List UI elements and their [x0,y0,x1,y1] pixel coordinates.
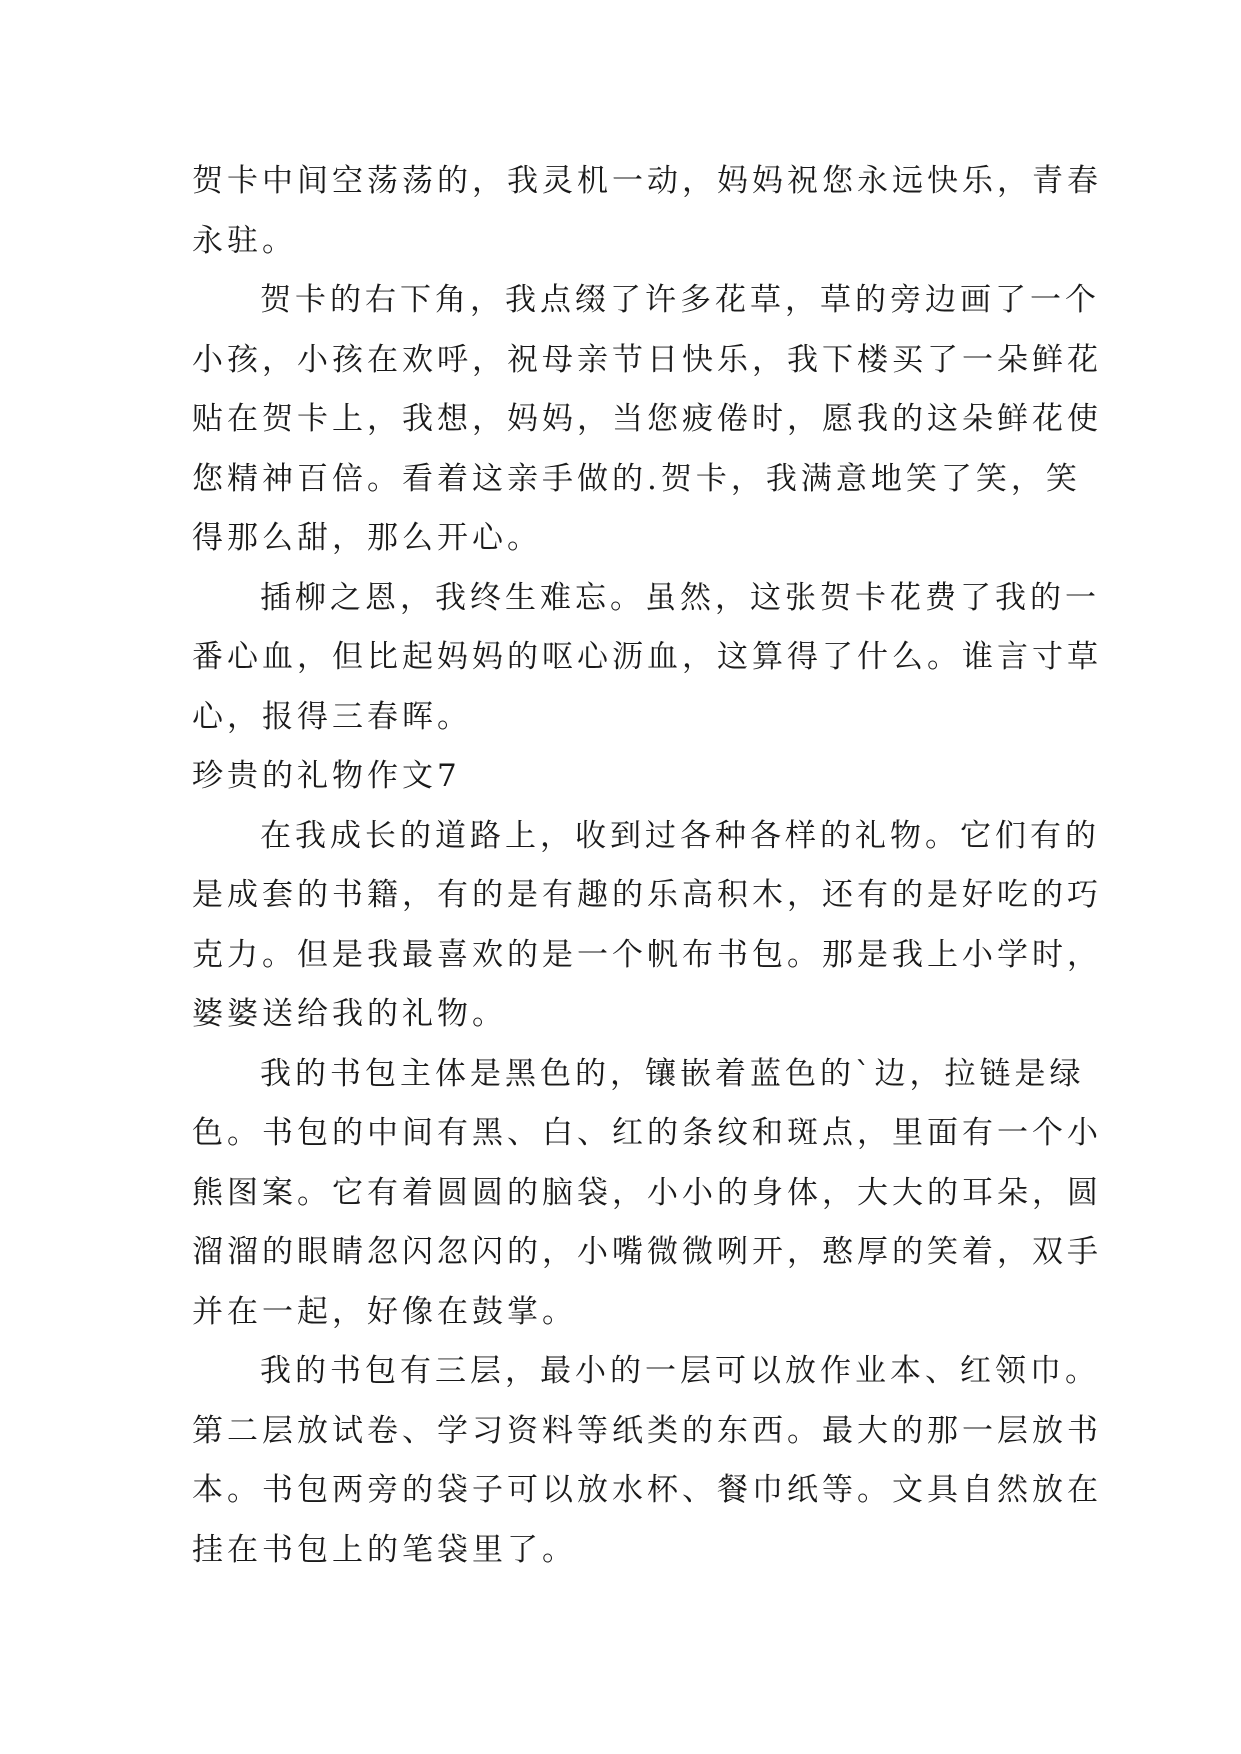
text-line: 我的书包主体是黑色的，镶嵌着蓝色的`边，拉链是绿 [260,1055,1085,1092]
text-line: 心，报得三春晖。 [192,698,472,735]
text-line: 您精神百倍。看着这亲手做的.贺卡，我满意地笑了笑，笑 [192,460,1081,497]
text-line: 贺卡的右下角，我点缀了许多花草，草的旁边画了一个 [260,282,1100,318]
text-line: 本。书包两旁的袋子可以放水杯、餐巾纸等。文具自然放在 [192,1472,1102,1508]
text-line: 番心血，但比起妈妈的呕心沥血，这算得了什么。谁言寸草 [192,639,1102,675]
text-line: 贺卡中间空荡荡的，我灵机一动，妈妈祝您永远快乐，青春 [192,163,1102,199]
text-line: 熊图案。它有着圆圆的脑袋，小小的身体，大大的耳朵，圆 [192,1174,1102,1211]
text-line: 第二层放试卷、学习资料等纸类的东西。最大的那一层放书 [192,1412,1102,1449]
text-line: 我的书包有三层，最小的一层可以放作业本、红领巾。 [260,1353,1100,1389]
text-line: 在我成长的道路上，收到过各种各样的礼物。它们有的 [260,817,1100,854]
paragraph [192,569,1102,748]
paragraph [192,271,1102,569]
text-line: 插柳之恩，我终生难忘。虽然，这张贺卡花费了我的一 [260,579,1100,616]
paragraph [192,1045,1102,1343]
paragraph [192,1342,1102,1580]
section-heading [192,747,1056,807]
text-line: 婆婆送给我的礼物。 [192,996,507,1032]
text-line: 得那么甜，那么开心。 [192,520,542,556]
paragraph [192,152,1102,271]
text-line: 永驻。 [192,222,297,259]
text-line: 色。书包的中间有黑、白、红的条纹和斑点，里面有一个小 [192,1115,1102,1151]
text-line: 克力。但是我最喜欢的是一个帆布书包。那是我上小学时， [192,936,1102,973]
text-line: 并在一起，好像在鼓掌。 [192,1293,577,1330]
text-line: 是成套的书籍，有的是有趣的乐高积木，还有的是好吃的巧 [192,877,1102,913]
text-line: 溜溜的眼睛忽闪忽闪的，小嘴微微咧开，憨厚的笑着，双手 [192,1234,1102,1270]
text-line: 挂在书包上的笔袋里了。 [192,1531,577,1568]
heading-text: 珍贵的礼物作文7 [192,758,461,794]
paragraph [192,807,1102,1045]
document-body [192,152,1102,1580]
text-line: 小孩，小孩在欢呼，祝母亲节日快乐，我下楼买了一朵鲜花 [192,341,1102,378]
text-line: 贴在贺卡上，我想，妈妈，当您疲倦时，愿我的这朵鲜花使 [192,401,1102,437]
